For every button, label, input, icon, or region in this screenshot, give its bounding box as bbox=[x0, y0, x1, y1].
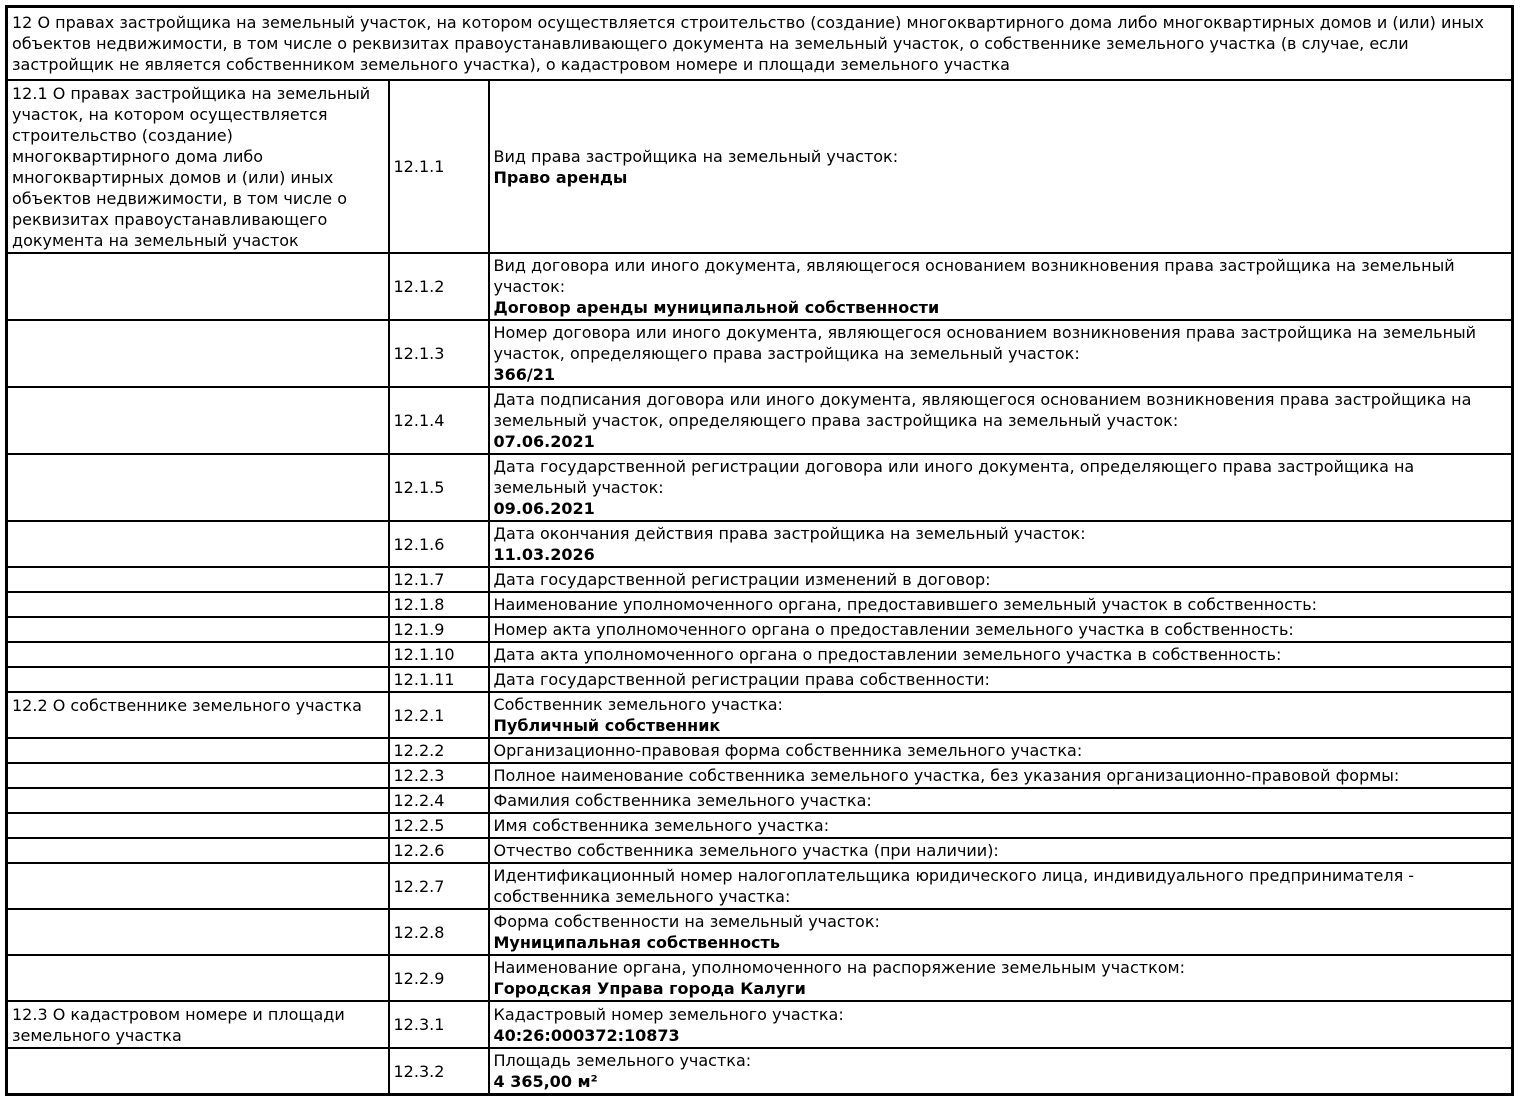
subsection-cell: 12.3 О кадастровом номере и площади земельного участка bbox=[7, 1001, 389, 1048]
subsection-cell bbox=[7, 788, 389, 813]
item-code-cell: 12.1.4 bbox=[389, 387, 489, 454]
field-value: 40:26:000372:10873 bbox=[493, 1025, 680, 1045]
field-label: Идентификационный номер налогоплательщика юридического лица, индивидуального предпринимателя - собственника земельного участка: bbox=[493, 866, 1415, 906]
field-value: Право аренды bbox=[493, 167, 628, 187]
field-label: Вид права застройщика на земельный участок: bbox=[493, 146, 899, 166]
field-cell bbox=[489, 642, 1513, 667]
item-code-cell: 12.1.3 bbox=[389, 320, 489, 387]
subsection-cell bbox=[7, 642, 389, 667]
field-cell bbox=[489, 909, 1513, 955]
field-cell bbox=[489, 617, 1513, 642]
field-cell bbox=[489, 763, 1513, 788]
item-code-cell: 12.1.9 bbox=[389, 617, 489, 642]
section-header-text: 12 О правах застройщика на земельный участок, на котором осуществляется строительство (создание) многоквартирного дома либо многоквартирных домов и (или) иных объектов недвижимости, в том числе о реквизитах правоустанавливающего документа на земельный участок, о собственнике земельного участка (в случае, если застройщик не является собственником земельного участка), о кадастровом номере и площади земельного участка bbox=[7, 7, 1513, 81]
table-row bbox=[7, 592, 1513, 617]
field-value: 4 365,00 м² bbox=[493, 1072, 598, 1091]
field-label: Дата окончания действия права застройщика на земельный участок: bbox=[493, 524, 1086, 543]
field-label: Дата государственной регистрации права собственности: bbox=[493, 670, 990, 689]
field-cell bbox=[489, 1048, 1513, 1095]
field-cell bbox=[489, 80, 1513, 253]
table-row bbox=[7, 738, 1513, 763]
item-code-cell: 12.2.5 bbox=[389, 813, 489, 838]
item-code-cell: 12.2.3 bbox=[389, 763, 489, 788]
subsection-cell bbox=[7, 454, 389, 521]
field-label: Полное наименование собственника земельного участка, без указания организационно-правовой формы: bbox=[493, 766, 1400, 785]
field-label: Площадь земельного участка: bbox=[493, 1051, 752, 1070]
section-header-row bbox=[7, 7, 1513, 81]
subsection-cell bbox=[7, 838, 389, 863]
field-cell bbox=[489, 788, 1513, 813]
table-row bbox=[7, 909, 1513, 955]
field-cell bbox=[489, 592, 1513, 617]
field-cell bbox=[489, 567, 1513, 592]
table-row bbox=[7, 955, 1513, 1001]
field-cell bbox=[489, 692, 1513, 738]
field-value: Договор аренды муниципальной собственности bbox=[493, 298, 940, 317]
field-label: Отчество собственника земельного участка (при наличии): bbox=[493, 841, 999, 860]
subsection-cell bbox=[7, 387, 389, 454]
field-label: Вид договора или иного документа, являющегося основанием возникновения права застройщика на земельный участок: bbox=[493, 256, 1455, 296]
item-code-cell: 12.1.1 bbox=[389, 80, 489, 253]
table-row bbox=[7, 667, 1513, 692]
subsection-cell bbox=[7, 763, 389, 788]
field-value: Публичный собственник bbox=[493, 716, 721, 735]
field-cell bbox=[489, 738, 1513, 763]
table-row bbox=[7, 1048, 1513, 1095]
table-row bbox=[7, 567, 1513, 592]
field-value: Городская Управа города Калуги bbox=[493, 979, 806, 998]
field-cell bbox=[489, 387, 1513, 454]
table-row bbox=[7, 1001, 1513, 1048]
table-row bbox=[7, 692, 1513, 738]
field-label: Фамилия собственника земельного участка: bbox=[493, 791, 872, 810]
field-label: Наименование органа, уполномоченного на распоряжение земельным участком: bbox=[493, 958, 1185, 977]
field-value: 07.06.2021 bbox=[493, 432, 595, 451]
field-value: 09.06.2021 bbox=[493, 499, 595, 518]
subsection-cell bbox=[7, 909, 389, 955]
subsection-cell: 12.1 О правах застройщика на земельный участок, на котором осуществляется строительство (создание) многоквартирного дома либо многоквартирных домов и (или) иных объектов недвижимости, в том числе о реквизитах правоустанавливающего документа на земельный участок bbox=[7, 80, 389, 253]
field-label: Дата государственной регистрации изменений в договор: bbox=[493, 570, 991, 589]
table-row bbox=[7, 642, 1513, 667]
subsection-cell bbox=[7, 592, 389, 617]
table-row bbox=[7, 387, 1513, 454]
subsection-cell bbox=[7, 955, 389, 1001]
declaration-section-12-table bbox=[5, 5, 1514, 1096]
table-row bbox=[7, 253, 1513, 320]
table-row bbox=[7, 80, 1513, 253]
item-code-cell: 12.2.4 bbox=[389, 788, 489, 813]
field-cell bbox=[489, 320, 1513, 387]
item-code-cell: 12.1.11 bbox=[389, 667, 489, 692]
field-label: Номер договора или иного документа, являющегося основанием возникновения права застройщика на земельный участок, определяющего права застройщика на земельный участок: bbox=[493, 323, 1477, 363]
item-code-cell: 12.1.7 bbox=[389, 567, 489, 592]
item-code-cell: 12.3.1 bbox=[389, 1001, 489, 1048]
subsection-cell bbox=[7, 667, 389, 692]
table-row bbox=[7, 813, 1513, 838]
subsection-cell: 12.2 О собственнике земельного участка bbox=[7, 692, 389, 738]
item-code-cell: 12.2.8 bbox=[389, 909, 489, 955]
subsection-cell bbox=[7, 738, 389, 763]
field-cell bbox=[489, 253, 1513, 320]
item-code-cell: 12.1.6 bbox=[389, 521, 489, 567]
subsection-cell bbox=[7, 863, 389, 909]
subsection-cell bbox=[7, 521, 389, 567]
item-code-cell: 12.2.2 bbox=[389, 738, 489, 763]
field-cell bbox=[489, 521, 1513, 567]
field-value: 366/21 bbox=[493, 365, 556, 384]
item-code-cell: 12.1.8 bbox=[389, 592, 489, 617]
field-label: Наименование уполномоченного органа, предоставившего земельный участок в собственность: bbox=[493, 595, 1318, 614]
item-code-cell: 12.2.1 bbox=[389, 692, 489, 738]
table-row bbox=[7, 521, 1513, 567]
item-code-cell: 12.1.5 bbox=[389, 454, 489, 521]
field-cell bbox=[489, 813, 1513, 838]
field-label: Имя собственника земельного участка: bbox=[493, 816, 830, 835]
item-code-cell: 12.2.9 bbox=[389, 955, 489, 1001]
subsection-cell bbox=[7, 567, 389, 592]
field-value: Муниципальная собственность bbox=[493, 933, 780, 952]
subsection-cell bbox=[7, 813, 389, 838]
item-code-cell: 12.2.6 bbox=[389, 838, 489, 863]
table-row bbox=[7, 454, 1513, 521]
item-code-cell: 12.1.2 bbox=[389, 253, 489, 320]
field-value: 11.03.2026 bbox=[493, 545, 595, 564]
field-cell bbox=[489, 863, 1513, 909]
table-row bbox=[7, 320, 1513, 387]
field-label: Форма собственности на земельный участок: bbox=[493, 912, 880, 931]
field-cell bbox=[489, 838, 1513, 863]
subsection-cell bbox=[7, 1048, 389, 1095]
field-label: Номер акта уполномоченного органа о предоставлении земельного участка в собственность: bbox=[493, 620, 1294, 639]
subsection-cell bbox=[7, 253, 389, 320]
field-cell bbox=[489, 454, 1513, 521]
item-code-cell: 12.2.7 bbox=[389, 863, 489, 909]
item-code-cell: 12.1.10 bbox=[389, 642, 489, 667]
field-label: Собственник земельного участка: bbox=[493, 695, 783, 714]
item-code-cell: 12.3.2 bbox=[389, 1048, 489, 1095]
field-label: Кадастровый номер земельного участка: bbox=[493, 1004, 844, 1024]
field-label: Дата подписания договора или иного документа, являющегося основанием возникновения права застройщика на земельный участок, определяющего права застройщика на земельный участок: bbox=[493, 390, 1472, 430]
field-cell bbox=[489, 1001, 1513, 1048]
table-row bbox=[7, 863, 1513, 909]
subsection-cell bbox=[7, 320, 389, 387]
field-cell bbox=[489, 667, 1513, 692]
table-row bbox=[7, 788, 1513, 813]
field-cell bbox=[489, 955, 1513, 1001]
subsection-cell bbox=[7, 617, 389, 642]
table-row bbox=[7, 617, 1513, 642]
table-row bbox=[7, 763, 1513, 788]
table-row bbox=[7, 838, 1513, 863]
field-label: Организационно-правовая форма собственника земельного участка: bbox=[493, 741, 1083, 760]
field-label: Дата акта уполномоченного органа о предоставлении земельного участка в собственность: bbox=[493, 645, 1282, 664]
field-label: Дата государственной регистрации договора или иного документа, определяющего права застройщика на земельный участок: bbox=[493, 457, 1415, 497]
